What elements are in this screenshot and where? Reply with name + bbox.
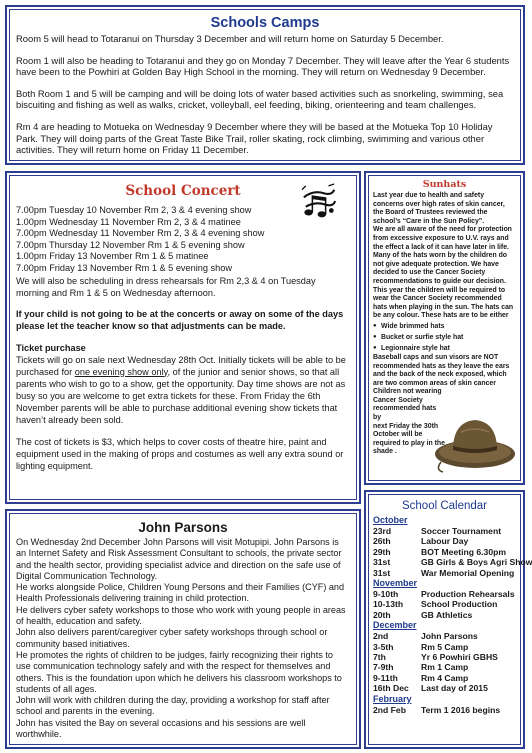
event-name: Rm 1 Camp	[421, 662, 469, 673]
performance-line: 7.00pm Wednesday 11 November Rm 2, 3 & 4 evening show	[16, 228, 265, 239]
calendar-event-row	[373, 705, 516, 715]
sunhats-paragraph: This year the children will be required to wear the Cancer Society recommended hats when playing in the sun. The hats can be any colour. These hats are to be either	[373, 286, 514, 320]
sunhats-paragraph: We are all aware of the need for protection from excessive exposure to U.V. rays and the effect a lack of it can have later in life. Many of the hats worn by the children do not give adequate protection. We have decided to use the Cancer Society recommendations to guide our decision.	[373, 226, 512, 285]
wide-brimmed-hat-icon	[431, 410, 517, 474]
calendar-event-row	[373, 673, 516, 683]
parsons-paragraph: John has visited the Bay on several occasions and his sessions are well worthwhile.	[16, 717, 306, 740]
parsons-paragraph: He promotes the rights of children to be judges, fairly recognizing their rights to use communication technology safely and with the respect for themselves and others. This is the foundation upon which he delivers his classroom workshops to students of all ages.	[16, 649, 342, 694]
sunhats-closing-line: Children not wearing	[373, 388, 442, 396]
event-name: Rm 5 Camp	[421, 641, 469, 652]
event-name: GB Girls & Boys Agri Show	[421, 557, 532, 568]
event-name: BOT Meeting 6.30pm	[421, 546, 506, 557]
rehearsal-note: We will also be scheduling in dress rehearsals for Rm 2,3 & 4 on Tuesday morning and Rm 1 & 5 on Wednesday afternoon.	[16, 275, 316, 298]
event-date: 9-11th	[373, 672, 398, 683]
parsons-paragraph: On Wednesday 2nd December John Parsons will visit Motupipi. John Parsons is an Internet Safety and Risk Assessment Consultant to schools, the private sector and the health sector, providing specialist advice and direction on the safe use of Digital Communication Technology.	[16, 537, 342, 581]
schools-camps-section	[5, 5, 525, 165]
event-date: 31st	[373, 567, 391, 578]
calendar-month-heading: November	[373, 578, 418, 589]
calendar-event-row	[373, 683, 516, 693]
calendar-event-row	[373, 652, 516, 662]
school-calendar-title: School Calendar	[401, 500, 488, 512]
sunhats-closing-line: shade .	[373, 448, 397, 456]
calendar-event-row	[373, 547, 516, 557]
sunhats-title: Sunhats	[422, 179, 467, 190]
hat-type-item: ● Legionnaire style hat	[373, 343, 516, 354]
ticket-text-underlined: one evening show only	[74, 366, 168, 377]
performance-line: 7.00pm Thursday 12 November Rm 1 & 5 evening show	[16, 239, 245, 250]
event-name: War Memorial Opening	[421, 567, 515, 578]
event-date: 20th	[373, 609, 391, 620]
event-name: Soccer Tournament	[421, 526, 502, 536]
event-name: Term 1 2016 begins	[421, 704, 501, 715]
ticket-purchase-heading: Ticket purchase	[16, 342, 86, 353]
camps-paragraph: Rm 4 are heading to Motueka on Wednesday 9 December where they will be based at the Motueka Top 10 Holiday Park. They will doing parts of the Great Taste Bike Trail, roller skating, rock climbing, swimming and various other activities. They will return home on Friday 11 December.	[16, 120, 493, 156]
event-name: Yr 6 Powhiri GBHS	[421, 652, 498, 663]
performance-line: 1.00pm Wednesday 11 November Rm 2, 3 & 4 matinee	[16, 216, 241, 227]
sunhats-section	[364, 171, 525, 485]
event-name: Labour Day	[421, 536, 469, 547]
event-name: John Parsons	[421, 631, 478, 642]
performance-line: 1.00pm Friday 13 November Rm 1 & 5 matinee	[16, 251, 209, 262]
sunhats-closing-line: October will be	[373, 431, 423, 439]
event-date: 26th	[373, 536, 391, 547]
sunhats-closing-line: next Friday the 30th	[373, 422, 439, 430]
school-concert-section	[5, 171, 361, 504]
ticket-text-part: Tickets will go on sale next Wednesday 28th Oct. Initially tickets will be able to be purchased for	[16, 354, 346, 377]
music-notes-icon	[300, 184, 338, 220]
calendar-month-heading: February	[373, 693, 412, 704]
calendar-event-row	[373, 536, 516, 546]
event-date: 2nd	[373, 631, 389, 642]
calendar-event-row	[373, 526, 516, 536]
event-date: 3-5th	[373, 641, 394, 652]
calendar-event-row	[373, 599, 516, 609]
event-date: 23rd	[373, 526, 392, 536]
event-name: GB Athletics	[421, 609, 473, 620]
school-calendar-section	[364, 490, 532, 749]
parsons-paragraph: John will work with children during the day, providing a workshop for staff after school and parents in the evening.	[16, 695, 330, 717]
sunhats-paragraph: Last year due to health and safety concerns over high rates of skin cancer, the Board of Trustees reviewed the school’s “Care in the Sun Policy”.	[373, 192, 505, 225]
sunhats-closing-line: Cancer Society	[373, 396, 423, 404]
ticket-cost-text: The cost of tickets is $3, which helps to cover costs of theatre hire, paint and equipment used in the making of props and costumes as well any extra sound or lighting equipment.	[16, 436, 344, 471]
event-date: 29th	[373, 546, 391, 557]
event-date: 7-9th	[373, 662, 394, 673]
sunhats-closing-line: recommended hats by	[373, 405, 437, 422]
absence-note: If your child is not going to be at the concerts or away on some of the days please let the teacher know so that adjustments can be made.	[16, 308, 344, 331]
calendar-event-row	[373, 662, 516, 672]
event-date: 10-13th	[373, 599, 404, 610]
john-parsons-title: John Parsons	[138, 520, 228, 535]
parsons-paragraph: He delivers cyber safety workshops to those who work with young people in areas of health, education and safety.	[16, 604, 346, 627]
ticket-text-part: , of the junior and senior shows, so that all parents who wish to go to a show, get the opportunity. Day time shows are not as busy so you are welcome to get extra tickets for these. From Friday the 6th November parents will be able to purchase additional evening show tickets that haven’t already been sold.	[16, 366, 346, 425]
event-date: 9-10th	[373, 589, 399, 600]
hat-type-item: ● Wide brimmed hats	[373, 321, 516, 332]
calendar-event-row	[373, 610, 516, 620]
calendar-event-row	[373, 557, 532, 568]
camps-paragraph: Room 1 will also be heading to Totaranui and they go on Monday 7 December. They will leave after the Year 6 students have been to the Powhiri at Golden Bay High School in the morning. They will return on Wednesday 9 December.	[16, 54, 510, 78]
school-concert-title: School Concert	[125, 183, 241, 199]
event-date: 2nd Feb	[373, 704, 406, 715]
calendar-event-row	[373, 631, 516, 641]
calendar-month-heading: October	[373, 515, 408, 525]
event-date: 31st	[373, 557, 391, 568]
event-name: Rm 4 Camp	[421, 672, 469, 683]
calendar-event-row	[373, 589, 516, 599]
event-name: Production Rehearsals	[421, 589, 515, 600]
camps-paragraph: Room 5 will head to Totaranui on Thursday 3 December and will return home on Saturday 5 December.	[16, 33, 444, 44]
camps-paragraph: Both Room 1 and 5 will be camping and will be doing lots of water based activities such as snorkeling, swimming, sea biscuiting and fishing as well as walks, cricket, volleyball, eel feeding, biking, orienteering and team challenges.	[16, 87, 504, 111]
john-parsons-section	[5, 509, 361, 749]
calendar-event-row	[373, 642, 516, 652]
event-date: 16th Dec	[373, 683, 409, 694]
hat-type-item: ● Bucket or surfie style hat	[373, 332, 516, 343]
parsons-paragraph: John also delivers parent/caregiver cyber safety workshops through school or community based initiatives.	[16, 627, 328, 649]
calendar-month-heading: December	[373, 620, 417, 631]
performance-line: 7.00pm Friday 13 November Rm 1 & 5 evening show	[16, 262, 233, 273]
event-name: School Production	[421, 599, 498, 610]
ticket-purchase-text	[16, 354, 350, 426]
calendar-event-row	[373, 568, 516, 578]
schools-camps-title: Schools Camps	[210, 15, 320, 31]
event-name: Last day of 2015	[421, 683, 488, 694]
sunhats-paragraph: Baseball caps and sun visors are NOT recommended hats as they leave the ears and the back of the neck exposed, which are two common areas of skin cancer	[373, 353, 510, 387]
performance-line: 7.00pm Tuesday 10 November Rm 2, 3 & 4 evening show	[16, 205, 252, 215]
event-date: 7th	[373, 652, 386, 663]
parsons-paragraph: He works alongside Police, Children Young Persons and their Families (CYF) and Health Professionals delivering training in child protection.	[16, 582, 345, 604]
sunhats-closing-line: required to play in the	[373, 439, 445, 447]
